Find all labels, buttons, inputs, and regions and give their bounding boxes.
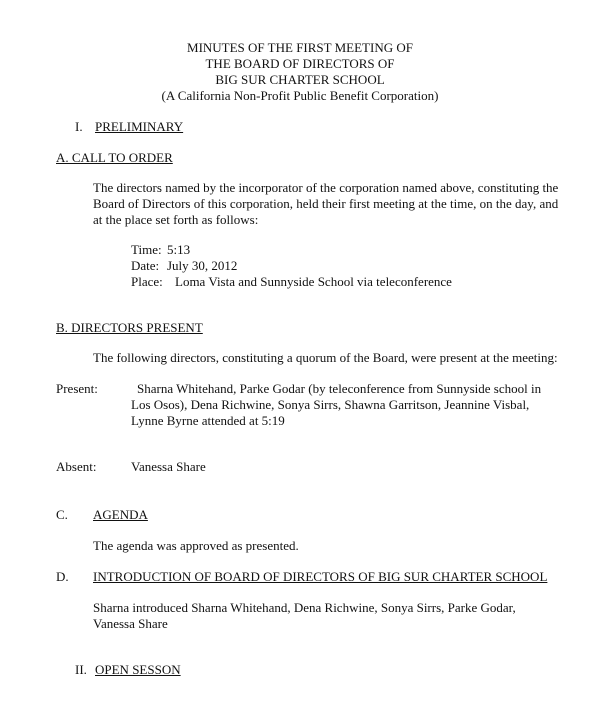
present-line-3: Lynne Byrne attended at 5:19 bbox=[131, 413, 285, 428]
section-d-heading: INTRODUCTION OF BOARD OF DIRECTORS OF BIG SUR CHARTER SCHOOL bbox=[93, 569, 548, 584]
time-label: Time: bbox=[131, 242, 162, 257]
title-line-3: BIG SUR CHARTER SCHOOL bbox=[215, 72, 385, 87]
call-to-order-line-3: at the place set forth as follows: bbox=[93, 212, 259, 227]
introduction-line-2: Vanessa Share bbox=[93, 616, 168, 631]
section-1-heading: PRELIMINARY bbox=[95, 119, 184, 134]
introduction-line-1: Sharna introduced Sharna Whitehand, Dena Richwine, Sonya Sirrs, Parke Godar, bbox=[93, 600, 516, 615]
subtitle: (A California Non-Profit Public Benefit Corporation) bbox=[161, 88, 439, 103]
date-label: Date: bbox=[131, 258, 160, 273]
section-2-number: II. bbox=[75, 662, 87, 677]
present-line-2: Los Osos), Dena Richwine, Sonya Sirrs, Shawna Garritson, Jeannine Visbal, bbox=[131, 397, 530, 412]
section-b-heading: B. DIRECTORS PRESENT bbox=[56, 320, 203, 335]
present-label: Present: bbox=[56, 381, 98, 396]
section-1-number: I. bbox=[75, 119, 83, 134]
place-label: Place: bbox=[131, 274, 163, 289]
call-to-order-line-1: The directors named by the incorporator of the corporation named above, constituting the bbox=[93, 180, 559, 195]
date-value: July 30, 2012 bbox=[167, 258, 238, 273]
agenda-text: The agenda was approved as presented. bbox=[93, 538, 299, 553]
section-d-letter: D. bbox=[56, 569, 69, 584]
section-c-letter: C. bbox=[56, 507, 68, 522]
place-value: Loma Vista and Sunnyside School via teleconference bbox=[175, 274, 452, 289]
section-c-heading: AGENDA bbox=[93, 507, 148, 522]
time-value: 5:13 bbox=[167, 242, 191, 257]
section-2-heading: OPEN SESSON bbox=[95, 662, 181, 677]
absent-label: Absent: bbox=[56, 459, 97, 474]
present-line-1: Sharna Whitehand, Parke Godar (by teleconference from Sunnyside school in bbox=[137, 381, 542, 396]
title-line-1: MINUTES OF THE FIRST MEETING OF bbox=[187, 40, 413, 55]
absent-value: Vanessa Share bbox=[131, 459, 206, 474]
title-line-2: THE BOARD OF DIRECTORS OF bbox=[205, 56, 395, 71]
directors-intro: The following directors, constituting a quorum of the Board, were present at the meeting: bbox=[93, 350, 558, 365]
section-a-heading: A. CALL TO ORDER bbox=[56, 150, 173, 165]
call-to-order-line-2: Board of Directors of this corporation, held their first meeting at the time, on the day, and bbox=[93, 196, 559, 211]
